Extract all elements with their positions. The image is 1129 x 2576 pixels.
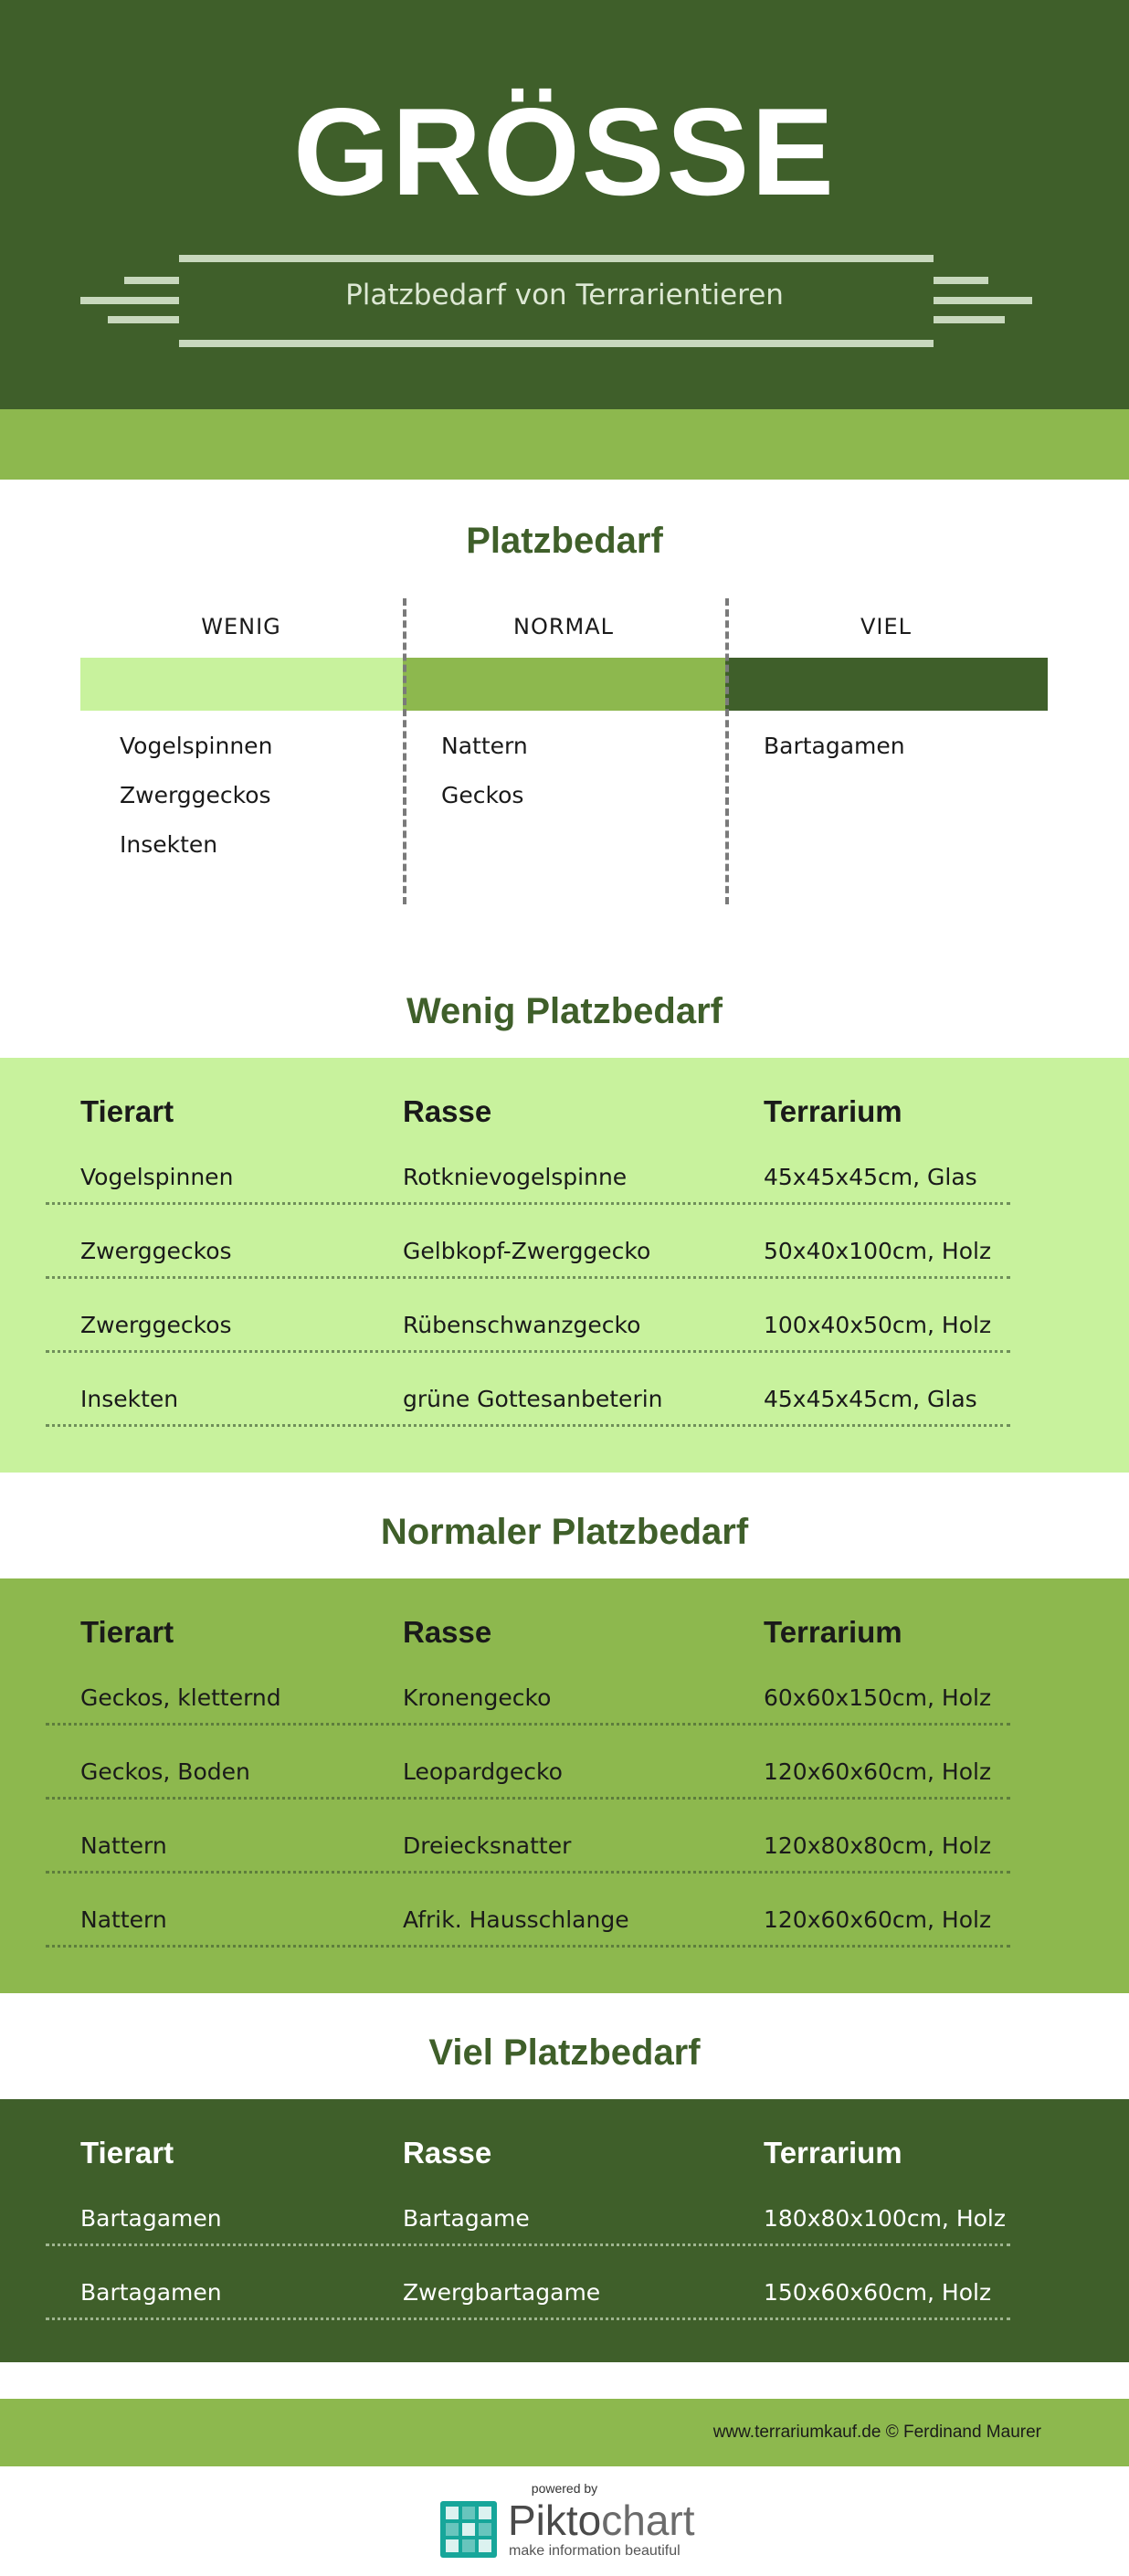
decor-line [108, 316, 179, 323]
table-cell: Geckos, Boden [80, 1758, 250, 1785]
column-header: Tierart [80, 1615, 174, 1649]
table-cell: Zwerggeckos [80, 1312, 232, 1338]
row-divider [46, 1723, 1010, 1726]
row-divider [46, 1871, 1010, 1874]
level-bar-low [80, 658, 403, 711]
row-divider [46, 1797, 1010, 1800]
row-divider [46, 2243, 1010, 2246]
row-divider [46, 1202, 1010, 1205]
table-cell: 120x60x60cm, Holz [764, 1758, 992, 1785]
table-cell: 60x60x150cm, Holz [764, 1684, 992, 1711]
level-label-low: WENIG [201, 614, 281, 639]
table-cell: Vogelspinnen [80, 1164, 234, 1190]
decor-line [934, 316, 1005, 323]
table-cell: grüne Gottesanbeterin [403, 1386, 663, 1412]
table-cell: Zwergbartagame [403, 2279, 601, 2306]
table-title-low: Wenig Platzbedarf [406, 991, 723, 1031]
table-cell: 100x40x50cm, Holz [764, 1312, 992, 1338]
table-title-normal: Normaler Platzbedarf [380, 1512, 749, 1552]
table-high [0, 2099, 1129, 2362]
table-cell: Kronengecko [403, 1684, 552, 1711]
level-animal: Geckos [441, 782, 524, 808]
decor-line [179, 255, 934, 262]
table-cell: Bartagamen [80, 2279, 222, 2306]
row-divider [46, 1276, 1010, 1279]
level-animal: Insekten [120, 831, 218, 858]
overview-title: Platzbedarf [466, 521, 663, 561]
table-cell: Rübenschwanzgecko [403, 1312, 641, 1338]
table-cell: Insekten [80, 1386, 179, 1412]
piktochart-logo-icon[interactable] [440, 2501, 497, 2558]
level-animal: Vogelspinnen [120, 733, 273, 759]
table-cell: 180x80x100cm, Holz [764, 2205, 1006, 2232]
piktochart-brand[interactable] [508, 2497, 695, 2544]
table-cell: 120x60x60cm, Holz [764, 1906, 992, 1933]
table-cell: Geckos, kletternd [80, 1684, 281, 1711]
column-header: Rasse [403, 1094, 492, 1128]
level-bar-high [725, 658, 1048, 711]
level-divider [725, 598, 729, 904]
table-cell: Zwerggeckos [80, 1238, 232, 1264]
table-low [0, 1058, 1129, 1473]
level-animal: Nattern [441, 733, 528, 759]
column-header: Rasse [403, 1615, 492, 1649]
level-label-high: VIEL [860, 614, 913, 639]
column-header: Rasse [403, 2136, 492, 2170]
table-cell: Bartagamen [80, 2205, 222, 2232]
table-cell: Dreiecksnatter [403, 1832, 572, 1859]
header-accent-band [0, 409, 1129, 480]
level-bar-normal [403, 658, 725, 711]
powered-by-text: powered by [531, 2481, 598, 2496]
table-cell: 150x60x60cm, Holz [764, 2279, 992, 2306]
table-normal [0, 1578, 1129, 1993]
table-cell: Nattern [80, 1906, 167, 1933]
level-animal: Zwerggeckos [120, 782, 271, 808]
table-cell: 45x45x45cm, Glas [764, 1164, 977, 1190]
table-cell: Bartagame [403, 2205, 530, 2232]
table-title-high: Viel Platzbedarf [428, 2032, 701, 2073]
column-header: Terrarium [764, 1615, 902, 1649]
table-cell: 120x80x80cm, Holz [764, 1832, 992, 1859]
decor-line [179, 340, 934, 347]
brand-bold: Pikto [508, 2497, 602, 2544]
brand-light: chart [601, 2497, 695, 2544]
row-divider [46, 2317, 1010, 2320]
table-cell: Leopardgecko [403, 1758, 563, 1785]
level-label-normal: NORMAL [512, 614, 614, 639]
header-banner [0, 0, 1129, 409]
table-cell: Rotknievogelspinne [403, 1164, 628, 1190]
piktochart-tagline: make information beautiful [509, 2543, 681, 2559]
footer-credit: www.terrariumkauf.de © Ferdinand Maurer [712, 2423, 1041, 2442]
column-header: Tierart [80, 1094, 174, 1128]
level-animal: Bartagamen [764, 733, 905, 759]
table-cell: Afrik. Hausschlange [403, 1906, 629, 1933]
table-cell: Gelbkopf-Zwerggecko [403, 1238, 651, 1264]
page-subtitle: Platzbedarf von Terrarientieren [345, 279, 784, 311]
table-cell: Nattern [80, 1832, 167, 1859]
column-header: Terrarium [764, 2136, 902, 2170]
table-cell: 50x40x100cm, Holz [764, 1238, 992, 1264]
table-cell: 45x45x45cm, Glas [764, 1386, 977, 1412]
page-title: GRÖSSE [293, 82, 836, 221]
row-divider [46, 1945, 1010, 1948]
row-divider [46, 1424, 1010, 1427]
column-header: Tierart [80, 2136, 174, 2170]
level-divider [403, 598, 406, 904]
column-header: Terrarium [764, 1094, 902, 1128]
row-divider [46, 1350, 1010, 1353]
